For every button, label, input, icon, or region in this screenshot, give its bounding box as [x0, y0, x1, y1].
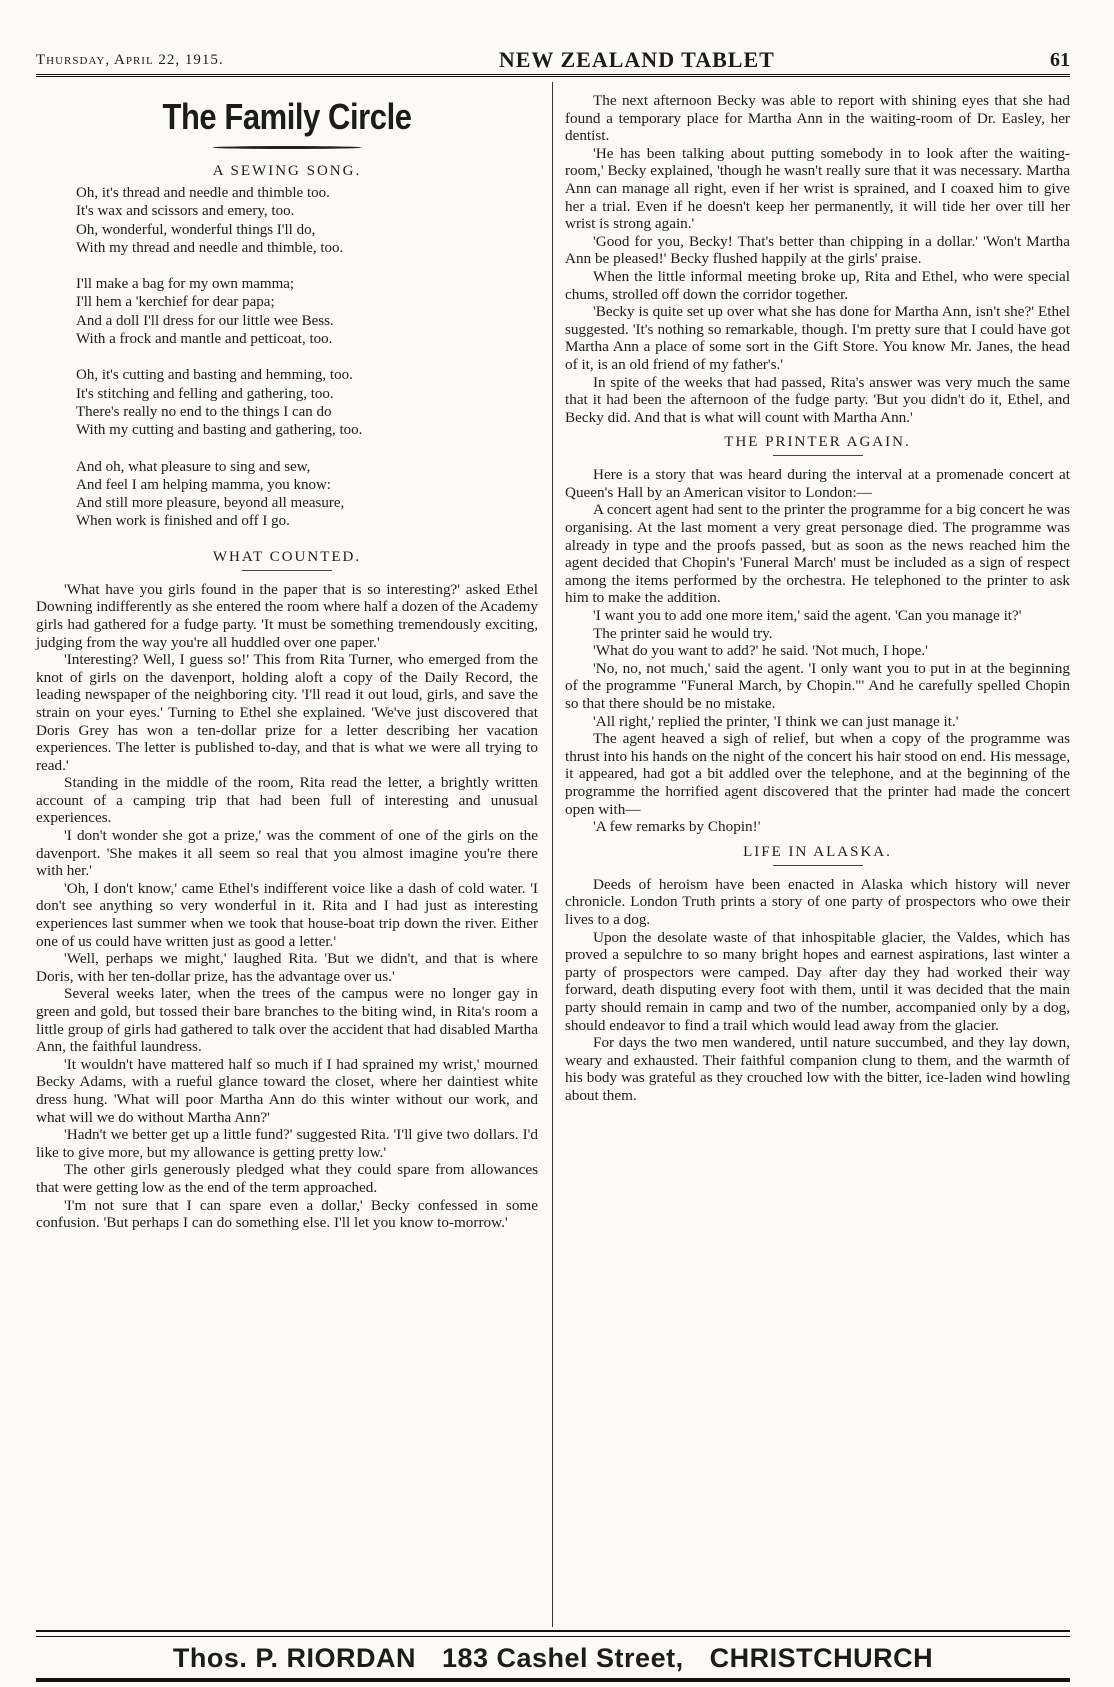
issue-date: Thursday, April 22, 1915.	[36, 51, 224, 68]
column-divider	[552, 82, 553, 1627]
poem-stanza	[76, 458, 538, 531]
poem-line: There's really no end to the things I can do	[76, 403, 332, 420]
story-paragraph: 'What have you girls found in the paper that is so interesting?' asked Ethel Downing indifferently as she entered the room where half a dozen of the Academy girls had gathered for a fudge party. 'It must be something tremendously exciting, judging from the way you're all huddled over one paper.'	[36, 580, 538, 651]
alaska-paragraph: For days the two men wandered, until nature succumbed, and they lay down, weary and exhausted. Their faithful companion clung to them, and the warmth of his body was grateful as they crouched low with the bitter, ice-laden wind howling about them.	[565, 1034, 1070, 1104]
footer-advert	[36, 1638, 1070, 1682]
poem-line: It's wax and scissors and emery, too.	[76, 203, 295, 220]
story-paragraph: 'Interesting? Well, I guess so!' This from Rita Turner, who emerged from the knot of girls on the davenport, holding aloft a copy of the Daily Record, the leading newspaper of the neighboring city. 'I'll read it out loud, girls, and save the strain on your eyes.' Turning to Ethel she explained. 'We've just discovered that Doris Grey has won a ten-dollar prize for a letter describing her vacation experiences. The letter is published to-day, and that is what we were all trying to read.'	[36, 651, 538, 774]
masthead: NEW ZEALAND TABLET	[498, 47, 775, 72]
story-paragraph: 'I'm not sure that I can spare even a dollar,' Becky confessed in some confusion. 'But perhaps I can do something else. I'll let you know to-morrow.'	[36, 1196, 538, 1232]
life-in-alaska-story	[565, 876, 1070, 1105]
poem-line: And still more pleasure, beyond all measure,	[76, 495, 345, 512]
poem-line: It's stitching and felling and gathering, too.	[76, 385, 334, 402]
alaska-heading: LIFE IN ALASKA.	[743, 843, 892, 860]
poem-line: When work is finished and off I go.	[76, 513, 290, 530]
title-ornament-rule	[212, 146, 362, 149]
alaska-paragraph: Deeds of heroism have been enacted in Alaska which history will never chronicle. London Truth prints a story of one party of prospectors who owe their lives to a dog.	[565, 875, 1070, 928]
poem-line: With my thread and needle and thimble, too.	[76, 239, 344, 256]
poem-heading: A SEWING SONG.	[212, 163, 362, 179]
poem-line: Oh, it's cutting and basting and hemming, too.	[76, 367, 353, 384]
advert-address: 183 Cashel Street,	[441, 1642, 684, 1673]
poem-line: With my cutting and basting and gathering, too.	[76, 422, 363, 439]
advert-name: Thos. P. RIORDAN	[172, 1642, 416, 1673]
footer-rule	[36, 1630, 1070, 1637]
page-number: 61	[1049, 48, 1070, 71]
printer-paragraph: 'No, no, not much,' said the agent. 'I only want you to put in at the beginning of the programme "Funeral March, by Chopin."' And he carefully spelled Chopin so that there should be no mistake.	[565, 659, 1070, 712]
heading-rule	[242, 570, 332, 571]
left-column	[36, 92, 538, 1232]
advert-city: CHRISTCHURCH	[709, 1642, 934, 1673]
printer-paragraph: Here is a story that was heard during the interval at a promenade concert at Queen's Hall by an American visitor to London:—	[565, 466, 1070, 501]
poem-line: I'll make a bag for my own mamma;	[76, 276, 295, 293]
poem-line: And a doll I'll dress for our little wee Bess.	[76, 312, 334, 329]
page-header	[36, 46, 1070, 77]
story-heading: WHAT COUNTED.	[212, 548, 362, 565]
heading-rule	[773, 865, 863, 866]
story-paragraph: 'Well, perhaps we might,' laughed Rita. 'But we didn't, and that is where Doris, with her ten-dollar prize, has the advantage over us.'	[36, 950, 538, 985]
right-column	[565, 92, 1070, 1104]
story-paragraph: The other girls generously pledged what they could spare from allowances that were getting low as the end of the term approached.	[36, 1161, 538, 1196]
poem-line: With a frock and mantle and petticoat, too.	[76, 331, 333, 348]
story-paragraph: Several weeks later, when the trees of the campus were no longer gay in green and gold, but tossed their bare branches to the biting wind, in Rita's room a little group of girls had gathered to talk over the accident that had disabled Martha Ann, the faithful laundress.	[36, 985, 538, 1056]
poem-line: And feel I am helping mamma, you know:	[76, 476, 331, 493]
sewing-song-poem	[76, 184, 538, 531]
printer-paragraph: 'What do you want to add?' he said. 'Not much, I hope.'	[593, 642, 928, 660]
poem-line: I'll hem a 'kerchief for dear papa;	[76, 294, 275, 311]
alaska-paragraph: Upon the desolate waste of that inhospitable glacier, the Valdes, which has proved a sepulchre to so many bright hopes and earnest aspirations, last winter a party of prospectors were camped. Day after day they had worked their way forward, death disputing every foot with them, until it was decided that the main party should remain in camp and two of the number, accompanied only by a dog, should endeavor to find a trail which would lead away from the glacier.	[565, 928, 1070, 1034]
story-paragraph: When the little informal meeting broke up, Rita and Ethel, who were special chums, strolled off down the corridor together.	[565, 267, 1070, 303]
poem-stanza	[76, 366, 538, 439]
story-paragraph: The next afternoon Becky was able to report with shining eyes that she had found a temporary place for Martha Ann in the waiting-room of Dr. Easley, her dentist.	[565, 92, 1070, 145]
printer-paragraph: A concert agent had sent to the printer the programme for a big concert he was organising. At the last moment a very great personage died. The programme was already in type and the proofs passed, but as soon as the news reached him the agent decided that Chopin's 'Funeral March' must be included as a sign of respect among the items performed by the orchestra. He telephoned to the printer to ask him to make the addition.	[565, 501, 1070, 607]
poem-line: And oh, what pleasure to sing and sew,	[76, 458, 311, 475]
poem-stanza	[76, 184, 538, 257]
heading-rule	[773, 455, 863, 456]
section-title: The Family Circle	[162, 96, 412, 137]
story-paragraph: 'Oh, I don't know,' came Ethel's indifferent voice like a dash of cold water. 'I don't see anything so very wonderful in it. Rita and I had just as interesting experiences last summer when we took that house-boat trip down the river. Either one of us could have written just as good a letter.'	[36, 879, 538, 950]
story-paragraph: 'I don't wonder she got a prize,' was the comment of one of the girls on the davenport. 'She makes it all seem so real that you almost imagine you're there with her.'	[36, 827, 538, 880]
story-paragraph: 'He has been talking about putting somebody in to look after the waiting-room,' Becky explained, 'though he wasn't really sure that it was necessary. Martha Ann can manage all right, even if her wrist is sprained, and I coaxed him to give her a trial. Even if he doesn't keep her permanently, it will tide her over till her wrist is strong again.'	[565, 144, 1070, 233]
story-paragraph: 'It wouldn't have mattered half so much if I had sprained my wrist,' mourned Becky Adams, with a rueful glance toward the closet, where her daintiest white dress hung. 'What will poor Martha Ann do this winter without our work, and what will we do without Martha Ann?'	[36, 1055, 538, 1126]
story-paragraph: Standing in the middle of the room, Rita read the letter, a brightly written account of a camping trip that had been full of interesting and unusual experiences.	[36, 774, 538, 827]
printer-heading: THE PRINTER AGAIN.	[724, 434, 911, 451]
poem-stanza	[76, 275, 538, 348]
printer-paragraph: The agent heaved a sigh of relief, but when a copy of the programme was thrust into his hands on the night of the concert his hair stood on end. His message, it appeared, had got a bit addled over the telephone, and at the beginning of the programme the horrified agent discovered that the printer had made the concert open with—	[565, 730, 1070, 818]
story-paragraph: 'Becky is quite set up over what she has done for Martha Ann, isn't she?' Ethel suggested. 'It's nothing so remarkable, though. I'm pretty sure that I could have got Martha Ann a place of some sort in the Gift Store. You know Mr. Janes, the head of it, is an old friend of my father's.'	[565, 303, 1070, 373]
what-counted-story-continued	[565, 92, 1070, 426]
story-paragraph: In spite of the weeks that had passed, Rita's answer was very much the same that it had been the afternoon of the fudge party. 'But you didn't do it, Ethel, and Becky did. And that is what will count with Martha Ann.'	[565, 373, 1070, 426]
story-paragraph: 'Good for you, Becky! That's better than chipping in a dollar.' 'Won't Martha Ann be pleased!' Becky flushed happily at the girls' praise.	[565, 232, 1070, 268]
printer-paragraph: 'I want you to add one more item,' said the agent. 'Can you manage it?'	[593, 607, 1022, 625]
printer-paragraph: 'All right,' replied the printer, 'I think we can just manage it.'	[593, 712, 959, 730]
poem-line: Oh, it's thread and needle and thimble too.	[76, 185, 330, 201]
poem-line: Oh, wonderful, wonderful things I'll do,	[76, 221, 316, 238]
printer-again-story	[565, 466, 1070, 835]
story-paragraph: 'Hadn't we better get up a little fund?' suggested Rita. 'I'll give two dollars. I'd like to give more, but my allowance is getting pretty low.'	[36, 1126, 538, 1161]
printer-paragraph: The printer said he would try.	[593, 624, 773, 642]
printer-paragraph: 'A few remarks by Chopin!'	[593, 818, 761, 836]
what-counted-story	[36, 581, 538, 1232]
